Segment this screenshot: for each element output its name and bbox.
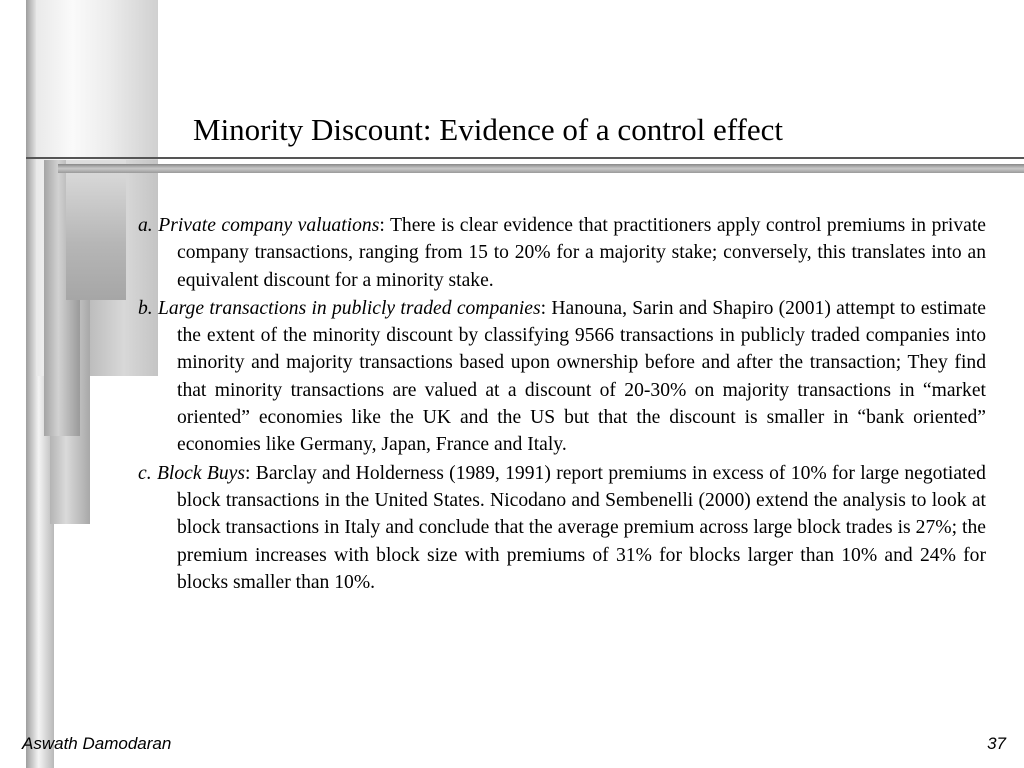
title-divider-thick xyxy=(58,164,1024,173)
evidence-paragraph xyxy=(138,460,986,596)
paragraph-lead: b. Large transactions in publicly traded companies xyxy=(138,297,541,319)
paragraph-body: : There is clear evidence that practitioners apply control premiums in private company transactions, ranging from 15 to 20% for a majority stake; conversely, this translates into an equivalent discount for a minority stake. xyxy=(177,215,986,291)
evidence-paragraph xyxy=(138,295,986,459)
paragraph-body: : Hanouna, Sarin and Shapiro (2001) attempt to estimate the extent of the minority discount by classifying 9566 transactions in publicly traded companies into minority and majority transactions based upon ownership before and after the transaction; They find that minority transactions are valued at a discount of 20-30% on majority transactions in “market oriented” economies like the UK and the US but that the discount is smaller in “bank oriented” economies like Germany, Japan, France and Italy. xyxy=(177,297,987,456)
title-divider-thin xyxy=(26,157,1024,159)
page-number: 37 xyxy=(987,734,1006,753)
evidence-paragraph xyxy=(138,212,986,294)
footer-author: Aswath Damodaran xyxy=(22,734,172,753)
decorative-left-bar xyxy=(66,160,126,300)
slide-title: Minority Discount: Evidence of a control effect xyxy=(193,112,783,147)
paragraph-lead: a. Private company valuations xyxy=(138,215,380,236)
paragraph-body: : Barclay and Holderness (1989, 1991) report premiums in excess of 10% for large negotiated block transactions in the United States. Nicodano and Sembenelli (2000) extend the analysis to look at block transactions in Italy and conclude that the average premium across large block trades is 27%; the premium increases with block size with premiums of 31% for blocks larger than 10% and 24% for blocks smaller than 10%. xyxy=(177,462,986,593)
slide-body xyxy=(138,212,986,597)
paragraph-lead: c. Block Buys xyxy=(138,462,245,484)
